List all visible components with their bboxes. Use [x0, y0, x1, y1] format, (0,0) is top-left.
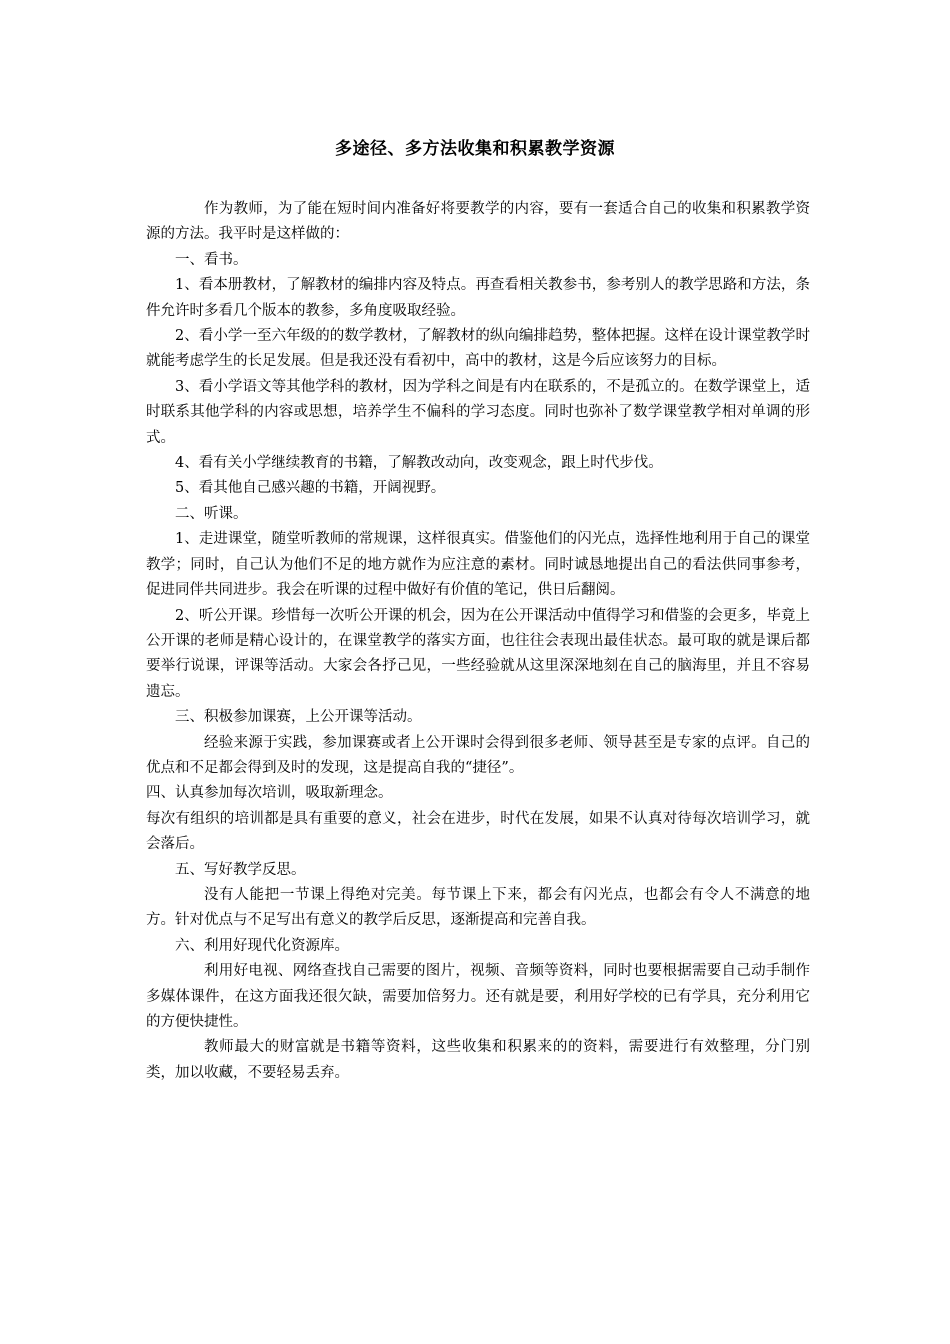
section-heading-attend-classes: 二、听课。	[175, 505, 248, 522]
paragraph: 1、走进课堂，随堂听教师的常规课，这样很真实。借鉴他们的闪光点，选择性地利用于自己的课堂教学；同时，自己认为他们不足的地方就作为应注意的素材。同时诚恳地提出自己的看法供同事参考，促进同伴共同进步。我会在听课的过程中做好有价值的笔记，供日后翻阅。	[146, 531, 810, 599]
paragraph-intro: 作为教师，为了能在短时间内准备好将要教学的内容，要有一套适合自己的收集和积累教学资源的方法。我平时是这样做的：	[146, 201, 810, 243]
paragraph: 2、看小学一至六年级的的数学教材，了解教材的纵向编排趋势，整体把握。这样在设计课堂教学时就能考虑学生的长足发展。但是我还没有看初中，高中的教材，这是今后应该努力的目标。	[146, 328, 810, 370]
paragraph-conclusion: 教师最大的财富就是书籍等资料，这些收集和积累来的的资料，需要进行有效整理，分门别类，加以收藏，不要轻易丢弃。	[146, 1039, 810, 1081]
section-heading-training: 四、认真参加每次培训，吸取新理念。	[146, 785, 393, 802]
paragraph: 每次有组织的培训都是具有重要的意义，社会在进步，时代在发展，如果不认真对待每次培训学习，就会落后。	[146, 810, 810, 853]
paragraph: 4、看有关小学继续教育的书籍，了解教改动向，改变观念，跟上时代步伐。	[175, 455, 663, 472]
paragraph: 3、看小学语文等其他学科的教材，因为学科之间是有内在联系的，不是孤立的。在数学课堂上，适时联系其他学科的内容或思想，培养学生不偏科的学习态度。同时也弥补了数学课堂教学相对单调的形式。	[146, 378, 810, 446]
document-body	[146, 197, 810, 1086]
section-heading-read-books: 一、看书。	[175, 251, 248, 268]
section-heading-competitions: 三、积极参加课赛，上公开课等活动。	[175, 709, 422, 726]
section-heading-reflection: 五、写好教学反思。	[175, 861, 306, 878]
paragraph: 5、看其他自己感兴趣的书籍，开阔视野。	[175, 480, 446, 497]
document-title: 多途径、多方法收集和积累教学资源	[335, 139, 615, 159]
paragraph: 利用好电视、网络查找自己需要的图片，视频、音频等资料，同时也要根据需要自己动手制作多媒体课件，在这方面我还很欠缺，需要加倍努力。还有就是要，利用好学校的已有学具，充分利用它的方便快捷性。	[146, 963, 810, 1030]
paragraph: 没有人能把一节课上得绝对完美。每节课上下来，都会有闪光点，也都会有令人不满意的地方。针对优点与不足写出有意义的教学后反思，逐渐提高和完善自我。	[146, 886, 810, 929]
paragraph: 经验来源于实践，参加课赛或者上公开课时会得到很多老师、领导甚至是专家的点评。自己的优点和不足都会得到及时的发现，这是提高自我的“捷径”。	[146, 734, 810, 776]
paragraph: 1、看本册教材，了解教材的编排内容及特点。再查看相关教参书，参考别人的教学思路和方法，条件允许时多看几个版本的教参，多角度吸取经验。	[146, 277, 810, 319]
section-heading-resources: 六、利用好现代化资源库。	[175, 937, 349, 954]
paragraph: 2、听公开课。珍惜每一次听公开课的机会，因为在公开课活动中值得学习和借鉴的会更多，毕竟上公开课的老师是精心设计的，在课堂教学的落实方面，也往往会表现出最佳状态。最可取的就是课后都要举行说课，评课等活动。大家会各抒己见，一些经验就从这里深深地刻在自己的脑海里，并且不容易遗忘。	[146, 607, 810, 700]
